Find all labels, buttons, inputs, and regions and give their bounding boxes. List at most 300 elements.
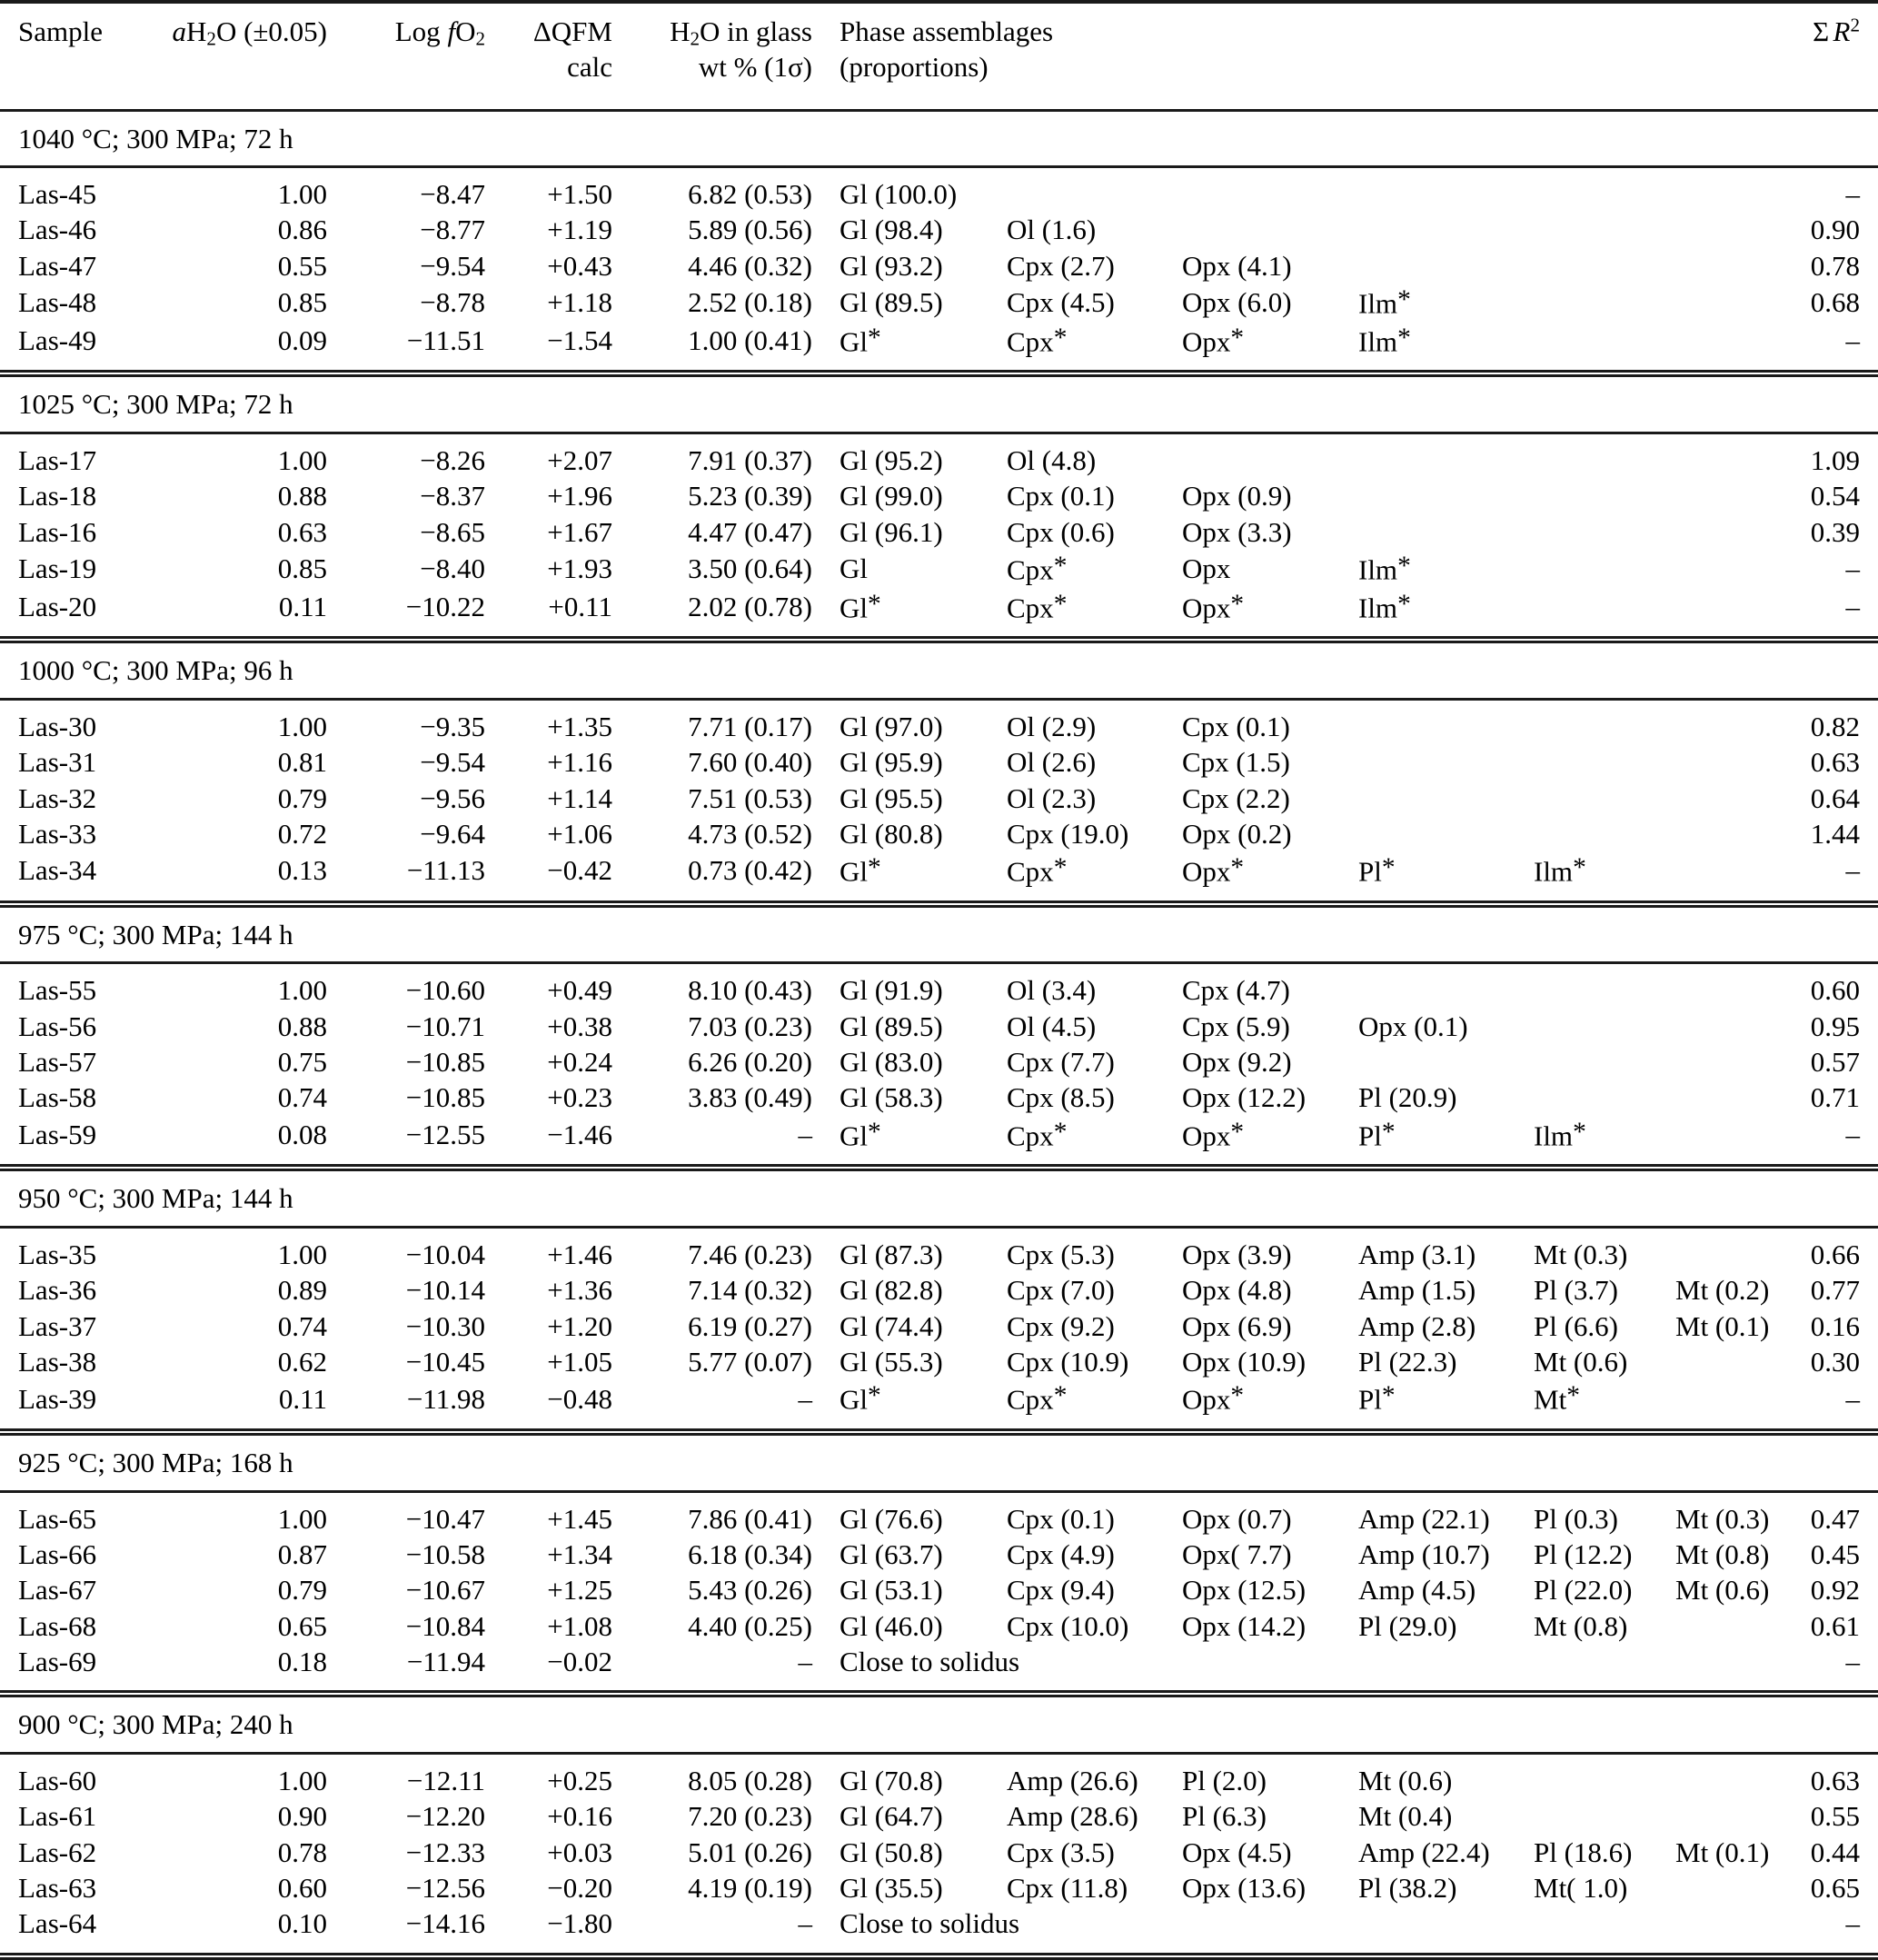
cell-phase-6 xyxy=(1675,284,1803,322)
cell-logfo2: −10.22 xyxy=(405,590,485,622)
cell-phase-5: Pl (12.2) xyxy=(1534,1537,1633,1570)
cell-sigma-r2: 0.39 xyxy=(1810,515,1860,548)
col-header-ah2o: $aH_2O$ (±0.05) xyxy=(150,2,327,110)
cell-phase-1: Gl (63.7) xyxy=(840,1537,943,1570)
cell-phase-3: Opx (4.8) xyxy=(1182,1274,1292,1307)
table-row xyxy=(0,1344,1878,1379)
cell-logfo2: −9.64 xyxy=(420,817,485,850)
trace-phase-asterisk: * xyxy=(1053,552,1068,581)
cell-h2o-glass: 6.82 (0.53) xyxy=(688,178,812,211)
cell-phase-4: Amp (4.5) xyxy=(1358,1574,1476,1607)
cell-dqfm: −0.02 xyxy=(547,1645,612,1677)
cell-ah2o: 0.11 xyxy=(278,1382,327,1415)
cell-phase-3: Opx (0.2) xyxy=(1182,817,1292,850)
cell-phase-4 xyxy=(1358,248,1534,284)
cell-ah2o: 0.79 xyxy=(277,781,327,814)
cell-phase-4 xyxy=(1358,212,1534,247)
cell-sigma-r2: – xyxy=(1845,1907,1860,1940)
cell-sample: Las-61 xyxy=(18,1800,97,1833)
cell-phase-1: Gl (89.5) xyxy=(840,1010,943,1042)
section-header-row xyxy=(0,640,1878,699)
trace-phase-asterisk: * xyxy=(868,1381,881,1411)
cell-sigma-r2: – xyxy=(1845,1645,1860,1677)
cell-phase-2: Cpx* xyxy=(1007,1381,1068,1416)
cell-sample: Las-46 xyxy=(18,214,97,246)
cell-ah2o: 0.78 xyxy=(277,1836,327,1868)
cell-phase-3: Cpx (4.7) xyxy=(1182,974,1290,1007)
table-row xyxy=(0,1798,1878,1834)
table-row xyxy=(0,514,1878,550)
cell-h2o-glass: 7.60 (0.40) xyxy=(688,746,812,779)
cell-ah2o: 0.08 xyxy=(277,1118,327,1150)
cell-phase-6 xyxy=(1675,433,1803,479)
cell-phase-assemblage: Close to solidus xyxy=(840,1907,1020,1940)
cell-phase-3: Opx (3.9) xyxy=(1182,1239,1292,1271)
cell-phase-6 xyxy=(1675,963,1803,1009)
cell-logfo2: −8.40 xyxy=(420,552,485,585)
cell-phase-1: Gl (50.8) xyxy=(840,1836,943,1868)
cell-ah2o: 0.87 xyxy=(277,1537,327,1570)
cell-sample: Las-19 xyxy=(18,552,97,585)
cell-logfo2: −10.45 xyxy=(405,1346,485,1378)
cell-phase-3: Opx* xyxy=(1182,1117,1245,1152)
cell-ah2o: 0.85 xyxy=(277,286,327,319)
cell-ah2o: 0.75 xyxy=(277,1046,327,1079)
cell-ah2o: 0.10 xyxy=(277,1907,327,1940)
trace-phase-asterisk: * xyxy=(1381,1117,1396,1147)
cell-phase-1: Gl xyxy=(840,552,868,585)
trace-phase-asterisk: * xyxy=(1053,1117,1068,1147)
cell-logfo2: −10.04 xyxy=(405,1239,485,1271)
cell-phase-3 xyxy=(1182,212,1358,247)
cell-h2o-glass: 7.03 (0.23) xyxy=(688,1010,812,1042)
cell-phase-2: Ol (1.6) xyxy=(1007,214,1097,246)
cell-phase-1: Gl (46.0) xyxy=(840,1609,943,1642)
header-row xyxy=(0,2,1878,110)
cell-phase-6 xyxy=(1675,1798,1803,1834)
cell-ah2o: 1.00 xyxy=(277,1764,327,1796)
cell-phase-3: Opx (4.1) xyxy=(1182,249,1292,282)
cell-dqfm: +0.24 xyxy=(547,1046,612,1079)
cell-phase-3 xyxy=(1182,433,1358,479)
cell-ah2o: 1.00 xyxy=(277,444,327,477)
cell-ah2o: 0.88 xyxy=(277,480,327,512)
cell-sample: Las-38 xyxy=(18,1346,97,1378)
cell-phase-4: Opx (0.1) xyxy=(1358,1010,1468,1042)
cell-phase-3: Pl (2.0) xyxy=(1182,1764,1267,1796)
cell-phase-2: Cpx (7.0) xyxy=(1007,1274,1115,1307)
cell-sigma-r2: 1.44 xyxy=(1810,817,1860,850)
cell-ah2o: 1.00 xyxy=(277,974,327,1007)
cell-sigma-r2: 0.54 xyxy=(1810,480,1860,512)
cell-sample: Las-35 xyxy=(18,1239,97,1271)
cell-h2o-glass: 5.89 (0.56) xyxy=(688,214,812,246)
cell-phase-4 xyxy=(1358,816,1534,851)
cell-ah2o: 0.60 xyxy=(277,1871,327,1904)
cell-sample: Las-17 xyxy=(18,444,97,477)
cell-sample: Las-39 xyxy=(18,1382,97,1415)
table-row xyxy=(0,851,1878,904)
section-condition-label: 1025 °C; 300 MPa; 72 h xyxy=(0,373,1878,433)
cell-phase-5: Ilm* xyxy=(1534,853,1586,888)
table-row xyxy=(0,699,1878,744)
cell-logfo2: −12.20 xyxy=(405,1800,485,1833)
cell-logfo2: −8.65 xyxy=(420,515,485,548)
table-row xyxy=(0,1308,1878,1344)
col-header-phase-assemblages: Phase assemblages (proportions) xyxy=(812,2,1803,110)
cell-ah2o: 0.74 xyxy=(277,1309,327,1342)
cell-sample: Las-30 xyxy=(18,710,97,742)
trace-phase-asterisk: * xyxy=(1230,589,1245,619)
cell-phase-3: Opx xyxy=(1182,552,1231,585)
cell-dqfm: +1.34 xyxy=(547,1537,612,1570)
cell-logfo2: −14.16 xyxy=(405,1907,485,1940)
cell-phase-assemblage: Close to solidus xyxy=(840,1645,1020,1677)
cell-ah2o: 0.72 xyxy=(277,817,327,850)
cell-dqfm: +0.16 xyxy=(547,1800,612,1833)
cell-phase-2: Cpx (4.9) xyxy=(1007,1537,1115,1570)
cell-h2o-glass: 4.46 (0.32) xyxy=(688,249,812,282)
cell-phase-1: Gl* xyxy=(840,323,881,358)
cell-logfo2: −10.85 xyxy=(405,1046,485,1079)
col-header-sigma-r2: Σ $R^2$ xyxy=(1803,2,1878,110)
cell-phase-5 xyxy=(1534,1044,1675,1079)
section-header-row xyxy=(0,373,1878,433)
cell-phase-2 xyxy=(1007,167,1182,213)
table-row xyxy=(0,1835,1878,1870)
cell-phase-5: Pl (18.6) xyxy=(1534,1836,1633,1868)
section-header-row xyxy=(0,1432,1878,1491)
cell-phase-4: Pl (38.2) xyxy=(1358,1871,1457,1904)
cell-phase-1: Gl (35.5) xyxy=(840,1871,943,1904)
cell-sigma-r2: 0.92 xyxy=(1810,1574,1860,1607)
cell-phase-1: Gl (96.1) xyxy=(840,515,943,548)
cell-dqfm: +1.18 xyxy=(547,286,612,319)
cell-phase-4 xyxy=(1358,781,1534,816)
cell-phase-3: Opx (3.3) xyxy=(1182,515,1292,548)
section xyxy=(0,904,1878,1169)
cell-phase-6 xyxy=(1675,478,1803,513)
trace-phase-asterisk: * xyxy=(1230,853,1245,883)
cell-phase-4: Amp (2.8) xyxy=(1358,1309,1476,1342)
cell-logfo2: −10.47 xyxy=(405,1502,485,1535)
cell-h2o-glass: – xyxy=(798,1907,812,1940)
cell-phase-5 xyxy=(1534,478,1675,513)
cell-h2o-glass: 4.73 (0.52) xyxy=(688,817,812,850)
cell-dqfm: +0.23 xyxy=(547,1081,612,1114)
cell-sigma-r2: 0.82 xyxy=(1810,710,1860,742)
cell-sample: Las-69 xyxy=(18,1645,97,1677)
cell-phase-4 xyxy=(1358,963,1534,1009)
cell-phase-2: Cpx* xyxy=(1007,552,1068,586)
table-row xyxy=(0,322,1878,374)
cell-phase-4: Ilm* xyxy=(1358,323,1411,358)
cell-sigma-r2: – xyxy=(1845,854,1860,887)
cell-phase-6 xyxy=(1675,1009,1803,1044)
cell-phase-5 xyxy=(1534,1009,1675,1044)
cell-sigma-r2: – xyxy=(1845,1118,1860,1150)
cell-phase-5 xyxy=(1534,550,1675,588)
section-header-row xyxy=(0,1168,1878,1227)
cell-h2o-glass: 8.10 (0.43) xyxy=(688,974,812,1007)
section-header-row xyxy=(0,904,1878,963)
cell-phase-2: Ol (2.9) xyxy=(1007,710,1097,742)
cell-sigma-r2: 0.71 xyxy=(1810,1081,1860,1114)
cell-logfo2: −12.56 xyxy=(405,1871,485,1904)
table-row xyxy=(0,248,1878,284)
cell-sigma-r2: 0.57 xyxy=(1810,1046,1860,1079)
cell-h2o-glass: 3.83 (0.49) xyxy=(688,1081,812,1114)
cell-phase-6 xyxy=(1675,699,1803,744)
cell-phase-5: Pl (3.7) xyxy=(1534,1274,1618,1307)
cell-phase-6 xyxy=(1675,550,1803,588)
cell-phase-4 xyxy=(1358,1044,1534,1079)
cell-ah2o: 0.85 xyxy=(277,552,327,585)
cell-phase-6: Mt (0.8) xyxy=(1675,1537,1770,1570)
trace-phase-asterisk: * xyxy=(1397,285,1411,315)
cell-dqfm: +0.03 xyxy=(547,1836,612,1868)
trace-phase-asterisk: * xyxy=(1397,552,1411,581)
cell-phase-5 xyxy=(1534,1798,1675,1834)
cell-phase-6 xyxy=(1675,1079,1803,1115)
table-row xyxy=(0,433,1878,479)
table-header xyxy=(0,2,1878,110)
cell-dqfm: +1.05 xyxy=(547,1346,612,1378)
cell-dqfm: +0.11 xyxy=(548,590,612,622)
cell-phase-3: Opx (14.2) xyxy=(1182,1609,1307,1642)
cell-h2o-glass: 7.51 (0.53) xyxy=(688,781,812,814)
cell-phase-1: Gl (91.9) xyxy=(840,974,943,1007)
table-row xyxy=(0,1572,1878,1607)
table-row xyxy=(0,1272,1878,1308)
cell-phase-5: Mt (0.3) xyxy=(1534,1239,1628,1271)
cell-phase-6 xyxy=(1675,816,1803,851)
cell-phase-1: Gl (99.0) xyxy=(840,480,943,512)
cell-sample: Las-65 xyxy=(18,1502,97,1535)
cell-phase-4: Amp (22.4) xyxy=(1358,1836,1490,1868)
cell-logfo2: −10.67 xyxy=(405,1574,485,1607)
cell-phase-2: Cpx (0.1) xyxy=(1007,480,1115,512)
cell-sigma-r2: – xyxy=(1845,178,1860,211)
cell-ah2o: 0.89 xyxy=(277,1274,327,1307)
cell-h2o-glass: 7.46 (0.23) xyxy=(688,1239,812,1271)
cell-phase-5: Pl (6.6) xyxy=(1534,1309,1618,1342)
cell-phase-2: Cpx (4.5) xyxy=(1007,286,1115,319)
cell-h2o-glass: 4.19 (0.19) xyxy=(688,1871,812,1904)
cell-ah2o: 0.65 xyxy=(277,1609,327,1642)
table-row xyxy=(0,781,1878,816)
cell-phase-5 xyxy=(1534,744,1675,780)
cell-dqfm: +1.35 xyxy=(547,710,612,742)
cell-h2o-glass: 5.77 (0.07) xyxy=(688,1346,812,1378)
table-row xyxy=(0,212,1878,247)
cell-sample: Las-49 xyxy=(18,323,97,356)
cell-logfo2: −10.85 xyxy=(405,1081,485,1114)
cell-ah2o: 1.00 xyxy=(277,1239,327,1271)
cell-ah2o: 0.63 xyxy=(277,515,327,548)
cell-phase-2: Cpx* xyxy=(1007,853,1068,888)
cell-phase-1: Gl (82.8) xyxy=(840,1274,943,1307)
cell-h2o-glass: 5.01 (0.26) xyxy=(688,1836,812,1868)
cell-phase-1: Gl (80.8) xyxy=(840,817,943,850)
trace-phase-asterisk: * xyxy=(1573,853,1586,883)
cell-ah2o: 0.88 xyxy=(277,1010,327,1042)
cell-phase-4: Pl (20.9) xyxy=(1358,1081,1457,1114)
cell-phase-6: Mt (0.3) xyxy=(1675,1502,1770,1535)
cell-logfo2: −11.13 xyxy=(406,854,485,887)
cell-phase-2: Cpx (7.7) xyxy=(1007,1046,1115,1079)
cell-logfo2: −10.71 xyxy=(405,1010,485,1042)
cell-phase-2: Ol (4.8) xyxy=(1007,444,1097,477)
cell-dqfm: +1.19 xyxy=(547,214,612,246)
cell-phase-6 xyxy=(1675,1044,1803,1079)
cell-sample: Las-67 xyxy=(18,1574,97,1607)
cell-phase-2: Cpx (0.6) xyxy=(1007,515,1115,548)
cell-sigma-r2: 0.66 xyxy=(1810,1239,1860,1271)
cell-sigma-r2: 0.47 xyxy=(1810,1502,1860,1535)
cell-dqfm: −0.20 xyxy=(547,1871,612,1904)
trace-phase-asterisk: * xyxy=(1573,1117,1586,1147)
cell-phase-2: Cpx (8.5) xyxy=(1007,1081,1115,1114)
cell-sample: Las-37 xyxy=(18,1309,97,1342)
cell-dqfm: −0.48 xyxy=(547,1382,612,1415)
cell-logfo2: −8.78 xyxy=(420,286,485,319)
cell-phase-4 xyxy=(1358,744,1534,780)
cell-phase-2: Ol (4.5) xyxy=(1007,1010,1097,1042)
cell-phase-6 xyxy=(1675,1344,1803,1379)
cell-dqfm: +1.06 xyxy=(547,817,612,850)
cell-sigma-r2: – xyxy=(1845,323,1860,356)
cell-dqfm: +1.93 xyxy=(547,552,612,585)
table-row xyxy=(0,1228,1878,1273)
cell-sigma-r2: 0.63 xyxy=(1810,746,1860,779)
cell-sigma-r2: 1.09 xyxy=(1810,444,1860,477)
cell-sigma-r2: 0.78 xyxy=(1810,249,1860,282)
cell-phase-4: Mt (0.6) xyxy=(1358,1764,1453,1796)
cell-phase-2: Cpx (19.0) xyxy=(1007,817,1129,850)
cell-logfo2: −12.33 xyxy=(405,1836,485,1868)
cell-phase-5 xyxy=(1534,167,1675,213)
cell-h2o-glass: 7.20 (0.23) xyxy=(688,1800,812,1833)
cell-phase-3: Opx (12.2) xyxy=(1182,1081,1307,1114)
cell-sigma-r2: 0.95 xyxy=(1810,1010,1860,1042)
table-row xyxy=(0,1537,1878,1572)
cell-phase-4 xyxy=(1358,433,1534,479)
section xyxy=(0,1168,1878,1432)
cell-ah2o: 1.00 xyxy=(277,178,327,211)
cell-phase-5: Mt( 1.0) xyxy=(1534,1871,1628,1904)
cell-logfo2: −10.58 xyxy=(405,1537,485,1570)
cell-h2o-glass: 6.26 (0.20) xyxy=(688,1046,812,1079)
cell-sigma-r2: 0.44 xyxy=(1810,1836,1860,1868)
cell-phase-5 xyxy=(1534,588,1675,641)
table-row xyxy=(0,1116,1878,1169)
cell-phase-3: Opx (9.2) xyxy=(1182,1046,1292,1079)
cell-dqfm: −0.42 xyxy=(547,854,612,887)
table-row xyxy=(0,478,1878,513)
cell-phase-6 xyxy=(1675,248,1803,284)
cell-phase-6: Mt (0.6) xyxy=(1675,1574,1770,1607)
cell-sigma-r2: 0.63 xyxy=(1810,1764,1860,1796)
cell-phase-4 xyxy=(1358,699,1534,744)
cell-h2o-glass: 4.40 (0.25) xyxy=(688,1609,812,1642)
trace-phase-asterisk: * xyxy=(868,1117,881,1147)
cell-ah2o: 0.11 xyxy=(278,590,327,622)
cell-logfo2: −8.37 xyxy=(420,480,485,512)
cell-phase-1: Gl (64.7) xyxy=(840,1800,943,1833)
cell-dqfm: +0.49 xyxy=(547,974,612,1007)
cell-sigma-r2: 0.68 xyxy=(1810,286,1860,319)
cell-sigma-r2: 0.30 xyxy=(1810,1346,1860,1378)
cell-phase-5 xyxy=(1534,699,1675,744)
section-condition-label: 925 °C; 300 MPa; 168 h xyxy=(0,1432,1878,1491)
cell-phase-5 xyxy=(1534,514,1675,550)
cell-phase-2: Cpx (3.5) xyxy=(1007,1836,1115,1868)
table-row xyxy=(0,1044,1878,1079)
cell-h2o-glass: 6.18 (0.34) xyxy=(688,1537,812,1570)
cell-dqfm: +1.67 xyxy=(547,515,612,548)
cell-phase-6 xyxy=(1675,1116,1803,1169)
cell-sample: Las-60 xyxy=(18,1764,97,1796)
cell-phase-6 xyxy=(1675,1753,1803,1798)
cell-dqfm: +1.25 xyxy=(547,1574,612,1607)
cell-phase-3: Opx (4.5) xyxy=(1182,1836,1292,1868)
cell-phase-1: Gl (83.0) xyxy=(840,1046,943,1079)
cell-phase-5 xyxy=(1534,248,1675,284)
cell-ah2o: 0.90 xyxy=(277,1800,327,1833)
cell-dqfm: +1.08 xyxy=(547,1609,612,1642)
cell-phase-3: Pl (6.3) xyxy=(1182,1800,1267,1833)
cell-phase-6: Mt (0.1) xyxy=(1675,1309,1770,1342)
cell-phase-1: Gl (95.5) xyxy=(840,781,943,814)
cell-dqfm: +2.07 xyxy=(547,444,612,477)
cell-logfo2: −10.14 xyxy=(405,1274,485,1307)
cell-logfo2: −11.94 xyxy=(406,1645,485,1677)
cell-sample: Las-47 xyxy=(18,249,97,282)
cell-phase-5: Mt* xyxy=(1534,1381,1580,1416)
cell-phase-2: Cpx (10.0) xyxy=(1007,1609,1129,1642)
trace-phase-asterisk: * xyxy=(1397,323,1411,353)
section xyxy=(0,373,1878,640)
cell-phase-2: Ol (3.4) xyxy=(1007,974,1097,1007)
cell-sample: Las-20 xyxy=(18,590,97,622)
cell-phase-5: Ilm* xyxy=(1534,1117,1586,1152)
cell-logfo2: −8.26 xyxy=(420,444,485,477)
cell-phase-3: Opx* xyxy=(1182,853,1245,888)
cell-phase-5 xyxy=(1534,1753,1675,1798)
trace-phase-asterisk: * xyxy=(1381,853,1396,883)
cell-dqfm: +0.43 xyxy=(547,249,612,282)
cell-sigma-r2: 0.55 xyxy=(1810,1800,1860,1833)
cell-ah2o: 0.86 xyxy=(277,214,327,246)
cell-phase-3: Opx (6.0) xyxy=(1182,286,1292,319)
table-row xyxy=(0,1009,1878,1044)
cell-phase-6 xyxy=(1675,588,1803,641)
cell-phase-1: Gl (74.4) xyxy=(840,1309,943,1342)
cell-phase-2: Cpx (5.3) xyxy=(1007,1239,1115,1271)
cell-phase-1: Gl (95.2) xyxy=(840,444,943,477)
cell-phase-3: Cpx (1.5) xyxy=(1182,746,1290,779)
cell-logfo2: −9.54 xyxy=(420,249,485,282)
table-row xyxy=(0,1491,1878,1537)
cell-h2o-glass: 7.14 (0.32) xyxy=(688,1274,812,1307)
cell-ah2o: 0.62 xyxy=(277,1346,327,1378)
section xyxy=(0,640,1878,904)
section-condition-label: 900 °C; 300 MPa; 240 h xyxy=(0,1694,1878,1753)
cell-dqfm: +1.45 xyxy=(547,1502,612,1535)
cell-phase-2: Ol (2.6) xyxy=(1007,746,1097,779)
cell-sigma-r2: 0.61 xyxy=(1810,1609,1860,1642)
